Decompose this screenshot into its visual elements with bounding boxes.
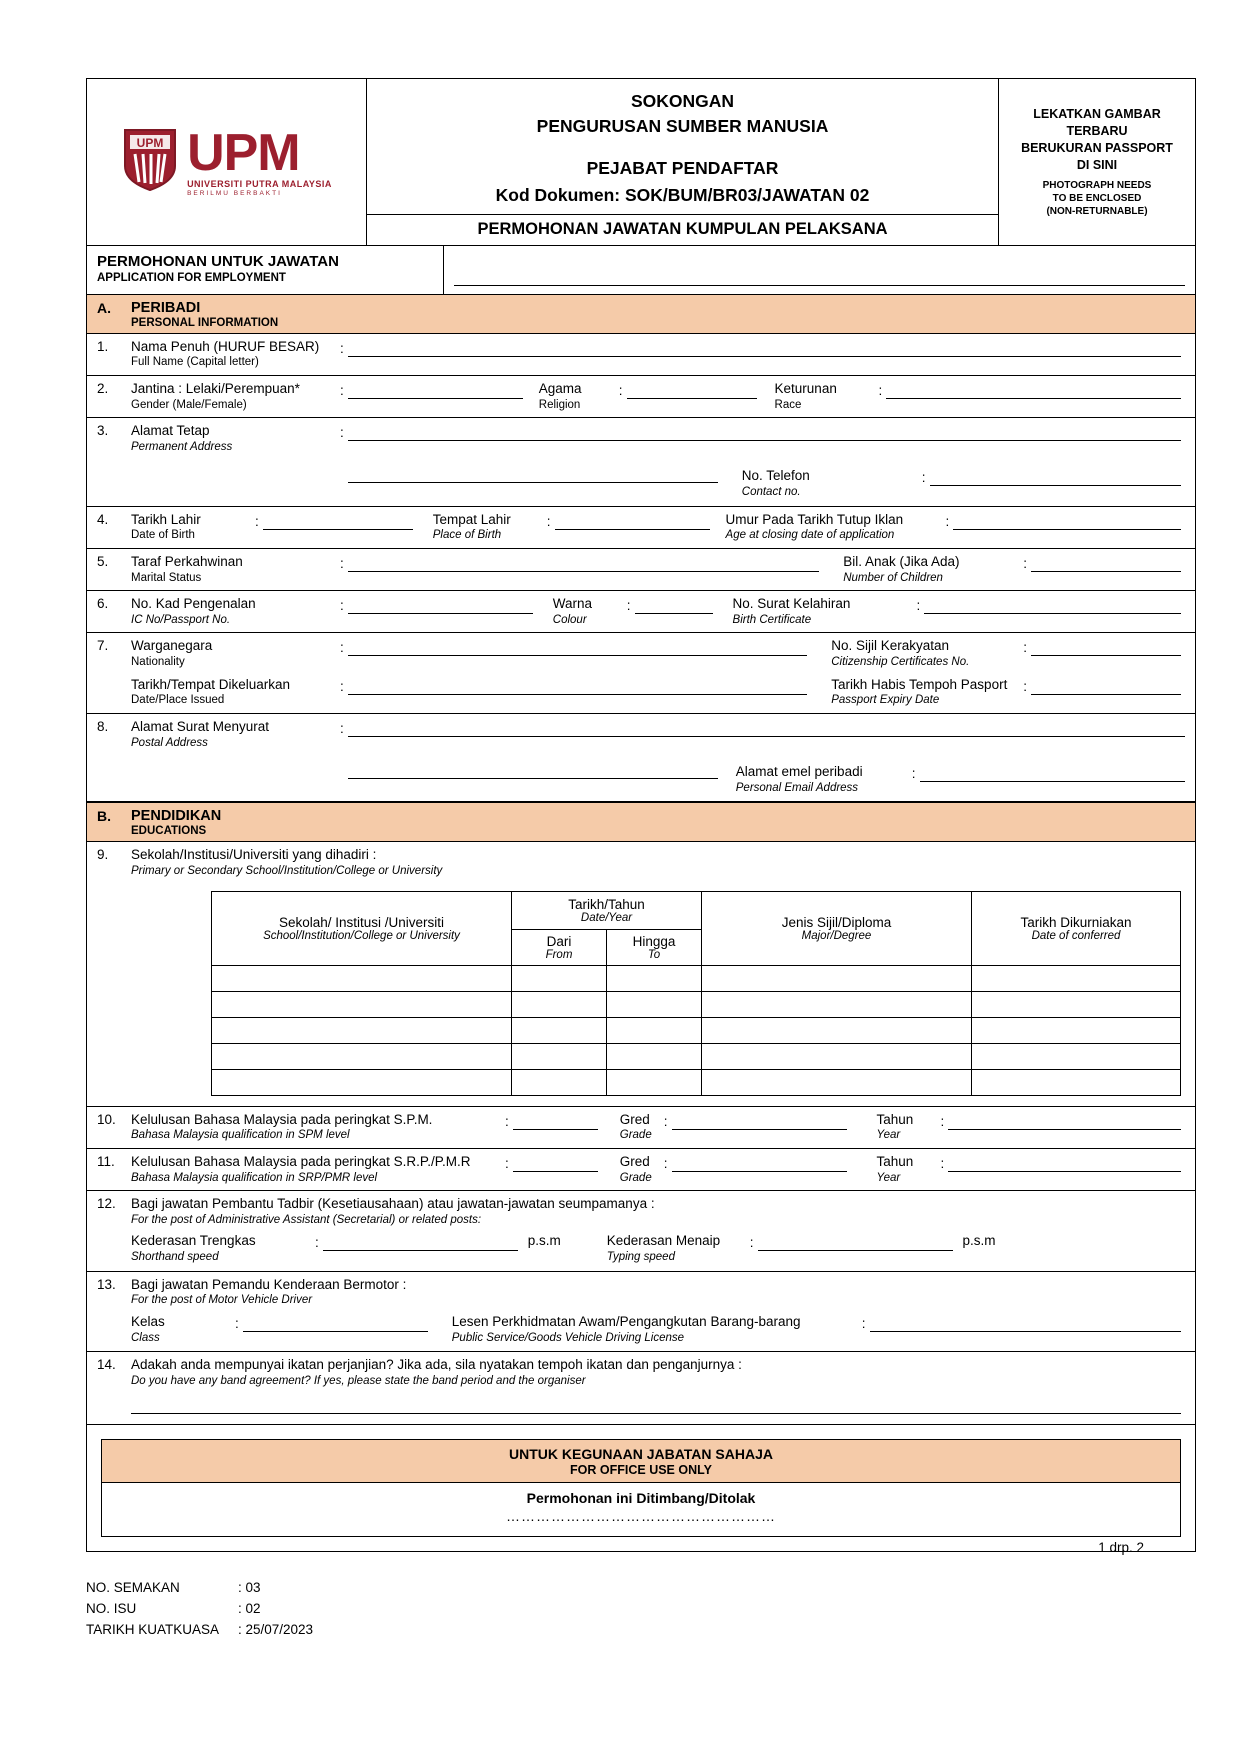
logo-upm-text: UPM	[187, 123, 300, 182]
education-th-date-ms: Tarikh/Tahun	[568, 896, 645, 912]
label-typing-en: Typing speed	[606, 1251, 675, 1264]
field-number-2: 2.	[97, 380, 109, 396]
section-a-band	[87, 295, 1195, 334]
label-bond-en: Do you have any band agreement? If yes, please state the band period and the organiser	[131, 1374, 586, 1387]
label-marital-status-ms: Taraf Perkahwinan	[131, 553, 243, 569]
field-number-3: 3.	[97, 423, 109, 438]
label-colour-en: Colour	[552, 613, 587, 626]
education-cell-school-2[interactable]	[212, 991, 512, 1017]
logo-cell	[87, 79, 367, 245]
education-th-from-ms: Dari	[546, 933, 572, 949]
label-psv-license-en: Public Service/Goods Vehicle Driving License	[451, 1331, 685, 1344]
education-cell-to-4[interactable]	[607, 1043, 702, 1069]
section-a-letter: A.	[97, 299, 111, 316]
label-spm-year-ms: Tahun	[876, 1111, 914, 1127]
input-full-name[interactable]	[348, 356, 1181, 357]
education-cell-school-4[interactable]	[212, 1043, 512, 1069]
label-shorthand-ms: Kederasan Trengkas	[131, 1233, 256, 1249]
header-line-office: PEJABAT PENDAFTAR	[586, 157, 779, 178]
label-date-of-birth-en: Date of Birth	[131, 529, 195, 542]
table-row[interactable]	[212, 1017, 1181, 1043]
application-position-input[interactable]	[454, 266, 1185, 286]
application-position-field-wrap	[443, 246, 1195, 294]
field-number-4: 4.	[97, 511, 109, 527]
education-cell-from-2[interactable]	[512, 991, 607, 1017]
education-cell-major-3[interactable]	[702, 1017, 972, 1043]
education-table	[211, 891, 1181, 1096]
input-birth-certificate[interactable]	[924, 613, 1181, 614]
photo-instruction-en-1: PHOTOGRAPH NEEDS	[1042, 179, 1152, 191]
education-cell-conferred-1[interactable]	[972, 965, 1181, 991]
field-row-full-name: 1. Nama Penuh (HURUF BESAR) Full Name (Capital letter) :	[87, 334, 1195, 376]
label-race-en: Race	[774, 398, 802, 411]
label-religion-en: Religion	[538, 398, 581, 411]
label-class-en: Class	[131, 1331, 160, 1344]
field-row-marital-status: 5. Taraf Perkahwinan Marital Status : Bil. Anak (Jika Ada) Number of Children :	[87, 549, 1195, 591]
employment-application-form	[86, 78, 1196, 1552]
photo-instruction-ms-3: BERUKURAN PASSPORT	[1021, 140, 1173, 155]
field-row-gender: 2. Jantina : Lelaki/Perempuan* Gender (Male/Female) : Agama Religion : Keturunan Race :	[87, 376, 1195, 418]
education-cell-school-3[interactable]	[212, 1017, 512, 1043]
header-document-code: Kod Dokumen: SOK/BUM/BR03/JAWATAN 02	[495, 185, 870, 206]
photo-instruction-ms-2: TERBARU	[1066, 123, 1128, 138]
field-number-7: 7.	[97, 638, 109, 654]
field-row-srp-pmr: 11. Kelulusan Bahasa Malaysia pada peringkat S.R.P./P.M.R Bahasa Malaysia qualification in SRP/PMR level : Gred Grade : Tahun Year :	[87, 1149, 1195, 1191]
table-row[interactable]	[212, 991, 1181, 1017]
label-spm-en: Bahasa Malaysia qualification in SPM level	[131, 1129, 350, 1142]
label-number-of-children-ms: Bil. Anak (Jika Ada)	[843, 553, 960, 569]
education-cell-major-2[interactable]	[702, 991, 972, 1017]
label-shorthand-en: Shorthand speed	[131, 1251, 219, 1264]
photo-instruction-cell	[999, 79, 1195, 245]
label-srp-year-en: Year	[876, 1171, 901, 1184]
label-permanent-address-en: Permanent Address	[131, 440, 233, 453]
input-nationality[interactable]	[348, 655, 807, 656]
input-spm-year[interactable]	[948, 1129, 1181, 1130]
footer-row-effective-date	[86, 1620, 313, 1641]
field-row-date-of-birth: 4. Tarikh Lahir Date of Birth : Tempat Lahir Place of Birth : Umur Pada Tarikh Tutup Iklan Age at closing date of application :	[87, 507, 1195, 549]
input-bond-details[interactable]	[131, 1396, 1181, 1414]
education-th-to	[607, 929, 702, 965]
field-number-14: 14.	[97, 1357, 116, 1372]
input-passport-expiry[interactable]	[1031, 694, 1181, 695]
section-a-title-ms: PERIBADI	[131, 299, 201, 316]
education-th-conferred-en: Date of conferred	[1031, 929, 1121, 942]
label-typing-ms: Kederasan Menaip	[606, 1233, 721, 1249]
education-th-date	[512, 891, 702, 929]
label-colour-ms: Warna	[552, 596, 593, 611]
section-b-title-en: EDUCATIONS	[131, 825, 207, 838]
field-row-driver: 13. Bagi jawatan Pemandu Kenderaan Bermotor : For the post of Motor Vehicle Driver Kelas Class : Lesen Perkhidmatan Awam/Pengangkutan Barang-barang Public Service/Goods Vehicle Driving License :	[87, 1272, 1195, 1353]
label-contact-no-en: Contact no.	[741, 486, 801, 499]
application-title-labels	[87, 246, 443, 294]
field-number-12: 12.	[97, 1196, 116, 1211]
header-line-department: PENGURUSAN SUMBER MANUSIA	[536, 116, 829, 137]
label-class-ms: Kelas	[131, 1313, 165, 1329]
input-age-at-closing[interactable]	[953, 529, 1181, 530]
education-th-date-en: Date/Year	[580, 911, 633, 924]
label-ic-number-en: IC No/Passport No.	[131, 613, 231, 626]
label-psv-license-ms: Lesen Perkhidmatan Awam/Pengangkutan Barang-barang	[451, 1313, 801, 1329]
input-license-class[interactable]	[243, 1331, 428, 1332]
input-shorthand-speed[interactable]	[323, 1250, 518, 1251]
education-cell-conferred-5[interactable]	[972, 1069, 1181, 1095]
field-row-ic-number: 6. No. Kad Pengenalan IC No/Passport No. : Warna Colour : No. Surat Kelahiran Birth Certificate :	[87, 591, 1195, 633]
photo-instruction-ms-1: LEKATKAN GAMBAR	[1033, 107, 1161, 121]
label-personal-email-en: Personal Email Address	[735, 781, 859, 794]
input-number-of-children[interactable]	[1031, 571, 1181, 572]
document-footer	[86, 1578, 313, 1641]
field-row-bond-agreement	[87, 1352, 1195, 1425]
input-gender[interactable]	[348, 398, 523, 399]
label-nationality-en: Nationality	[131, 656, 185, 669]
input-psv-license[interactable]	[870, 1331, 1181, 1332]
label-permanent-address-ms: Alamat Tetap	[131, 423, 210, 438]
logo-wordmark	[187, 123, 332, 198]
input-ic-number[interactable]	[348, 613, 533, 614]
education-cell-from-5[interactable]	[512, 1069, 607, 1095]
label-age-at-closing-en: Age at closing date of application	[725, 529, 895, 542]
footer-key-effective-date: TARIKH KUATKUASA	[86, 1621, 220, 1637]
input-colour[interactable]	[635, 613, 713, 614]
education-th-from-en: From	[545, 948, 573, 961]
office-use-title-en: FOR OFFICE USE ONLY	[570, 1463, 712, 1478]
footer-key-issue: NO. ISU	[86, 1600, 137, 1616]
education-cell-to-3[interactable]	[607, 1017, 702, 1043]
field-number-9: 9.	[97, 847, 109, 863]
education-th-major-ms: Jenis Sijil/Diploma	[781, 914, 892, 930]
form-header	[87, 79, 1195, 246]
education-cell-conferred-2[interactable]	[972, 991, 1181, 1017]
label-passport-expiry-en: Passport Expiry Date	[831, 694, 940, 707]
photo-instruction-ms-4: DI SINI	[1076, 157, 1118, 172]
input-race[interactable]	[886, 398, 1181, 399]
input-postal-address-line1[interactable]	[348, 736, 1185, 737]
photo-instruction-en-3: (NON-RETURNABLE)	[1046, 205, 1148, 217]
label-spm-grade-ms: Gred	[619, 1111, 650, 1127]
field-row-spm: 10. Kelulusan Bahasa Malaysia pada peringkat S.P.M. Bahasa Malaysia qualification in SPM level : Gred Grade : Tahun Year :	[87, 1107, 1195, 1149]
section-b-band	[87, 802, 1195, 842]
table-row[interactable]	[212, 965, 1181, 991]
unit-shorthand: p.s.m	[527, 1233, 561, 1249]
page-number: 1 drp. 2	[1098, 1540, 1144, 1555]
input-religion[interactable]	[627, 398, 757, 399]
field-row-permanent-address: 3. Alamat Tetap Permanent Address : No. Telefon Contact no. :	[87, 418, 1195, 507]
office-use-header	[102, 1440, 1180, 1483]
input-date-of-birth[interactable]	[263, 529, 413, 530]
label-postal-address-en: Postal Address	[131, 736, 208, 749]
header-form-title: PERMOHONAN JAWATAN KUMPULAN PELAKSANA	[477, 219, 888, 238]
input-permanent-address-line2[interactable]	[348, 482, 718, 483]
field-number-5: 5.	[97, 553, 109, 569]
education-th-to-ms: Hingga	[632, 933, 676, 949]
education-th-major	[702, 891, 972, 965]
education-table-header-row	[212, 891, 1181, 929]
footer-key-revision: NO. SEMAKAN	[86, 1580, 180, 1595]
education-th-from	[512, 929, 607, 965]
input-spm[interactable]	[513, 1129, 598, 1130]
input-personal-email[interactable]	[920, 781, 1185, 782]
field-number-8: 8.	[97, 718, 109, 734]
education-th-major-en: Major/Degree	[801, 929, 872, 942]
input-marital-status[interactable]	[348, 571, 819, 572]
label-gender-en: Gender (Male/Female)	[131, 398, 247, 411]
label-postal-address-ms: Alamat Surat Menyurat	[131, 718, 270, 734]
table-row[interactable]	[212, 1069, 1181, 1095]
input-place-of-birth[interactable]	[555, 529, 710, 530]
education-cell-school-1[interactable]	[212, 965, 512, 991]
input-postal-address-line2[interactable]	[348, 778, 718, 779]
logo-motto: BERILMU BERBAKTI	[187, 189, 282, 197]
education-cell-from-1[interactable]	[512, 965, 607, 991]
label-birth-certificate-en: Birth Certificate	[732, 613, 812, 626]
field-number-11: 11.	[97, 1153, 115, 1169]
label-place-of-birth-en: Place of Birth	[432, 529, 502, 542]
photo-instruction-en-2: TO BE ENCLOSED	[1052, 192, 1142, 204]
education-cell-major-1[interactable]	[702, 965, 972, 991]
label-education-ms: Sekolah/Institusi/Universiti yang dihadiri :	[131, 847, 377, 863]
label-religion-ms: Agama	[538, 380, 582, 396]
label-srp-grade-ms: Gred	[619, 1153, 650, 1169]
svg-text:UPM: UPM	[136, 136, 164, 151]
office-use-box	[101, 1439, 1181, 1537]
education-cell-to-2[interactable]	[607, 991, 702, 1017]
label-secretarial-ms: Bagi jawatan Pembantu Tadbir (Kesetiausahaan) atau jawatan-jawatan seumpamanya :	[131, 1196, 655, 1211]
field-number-1: 1.	[97, 338, 109, 354]
education-th-school	[212, 891, 512, 965]
education-cell-to-1[interactable]	[607, 965, 702, 991]
field-row-postal-address: 8. Alamat Surat Menyurat Postal Address : Alamat emel peribadi Personal Email Address :	[87, 714, 1195, 803]
label-ic-number-ms: No. Kad Pengenalan	[131, 596, 256, 611]
field-number-10: 10.	[97, 1111, 116, 1127]
education-cell-conferred-3[interactable]	[972, 1017, 1181, 1043]
field-number-6: 6.	[97, 596, 109, 611]
label-date-of-birth-ms: Tarikh Lahir	[131, 511, 201, 527]
section-b-title-ms: PENDIDIKAN	[131, 808, 222, 825]
input-spm-grade[interactable]	[672, 1129, 847, 1130]
label-spm-year-en: Year	[876, 1129, 901, 1142]
header-line-sokongan: SOKONGAN	[630, 91, 735, 111]
label-spm-grade-en: Grade	[619, 1129, 652, 1142]
footer-value-issue: : 02	[238, 1600, 261, 1616]
office-use-body	[102, 1483, 1180, 1536]
education-th-to-en: To	[647, 948, 661, 961]
label-citizenship-cert-en: Citizenship Certificates No.	[831, 656, 970, 669]
education-cell-school-5[interactable]	[212, 1069, 512, 1095]
label-passport-expiry-ms: Tarikh Habis Tempoh Pasport	[831, 676, 1008, 692]
office-use-decision-input[interactable]: ………………………………………………	[506, 1508, 776, 1525]
label-secretarial-en: For the post of Administrative Assistant (Secretarial) or related posts:	[131, 1213, 482, 1226]
field-row-nationality: 7. Warganegara Nationality : No. Sijil Kerakyatan Citizenship Certificates No. : Tarikh/Tempat Dikeluarkan Date/Place Issued : Tarikh Habis Tempoh Pasport Passport Expiry Date :	[87, 633, 1195, 714]
office-use-title-ms: UNTUK KEGUNAAN JABATAN SAHAJA	[509, 1446, 773, 1463]
label-date-place-issued-ms: Tarikh/Tempat Dikeluarkan	[131, 676, 291, 692]
section-b-letter: B.	[97, 808, 111, 825]
label-spm-ms: Kelulusan Bahasa Malaysia pada peringkat S.P.M.	[131, 1111, 433, 1127]
footer-row-revision	[86, 1578, 313, 1599]
label-srp-year-ms: Tahun	[876, 1153, 914, 1169]
application-title-en: APPLICATION FOR EMPLOYMENT	[97, 271, 286, 284]
education-th-conferred-ms: Tarikh Dikurniakan	[1020, 914, 1132, 930]
label-date-place-issued-en: Date/Place Issued	[131, 694, 225, 707]
education-cell-conferred-4[interactable]	[972, 1043, 1181, 1069]
input-srp-year[interactable]	[948, 1171, 1181, 1172]
input-srp-grade[interactable]	[672, 1171, 847, 1172]
label-srp-grade-en: Grade	[619, 1171, 652, 1184]
label-srp-en: Bahasa Malaysia qualification in SRP/PMR level	[131, 1171, 378, 1184]
label-driver-en: For the post of Motor Vehicle Driver	[131, 1294, 313, 1307]
logo-university-name: UNIVERSITI PUTRA MALAYSIA	[187, 178, 332, 189]
label-bond-ms: Adakah anda mempunyai ikatan perjanjian? Jika ada, sila nyatakan tempoh ikatan dan penganjurnya :	[131, 1357, 742, 1372]
education-cell-from-4[interactable]	[512, 1043, 607, 1069]
footer-row-issue	[86, 1599, 313, 1620]
label-number-of-children-en: Number of Children	[843, 571, 943, 584]
field-row-secretarial: 12. Bagi jawatan Pembantu Tadbir (Kesetiausahaan) atau jawatan-jawatan seumpamanya : For the post of Administrative Assistant (Secretarial) or related posts: Kederasan Trengkas Shorthand speed : p.s.m Kederasan Menaip Typing speed : p.s.m	[87, 1191, 1195, 1272]
office-use-decision-label: Permohonan ini Ditimbang/Ditolak	[526, 1490, 756, 1507]
application-title-ms: PERMOHONAN UNTUK JAWATAN	[97, 252, 339, 270]
header-title-cell	[367, 79, 999, 245]
application-title-row	[87, 246, 1195, 295]
label-driver-ms: Bagi jawatan Pemandu Kenderaan Bermotor :	[131, 1276, 407, 1292]
label-full-name-en: Full Name (Capital letter)	[131, 356, 259, 369]
upm-shield-icon	[121, 126, 179, 197]
education-cell-major-4[interactable]	[702, 1043, 972, 1069]
label-full-name-ms: Nama Penuh (HURUF BESAR)	[131, 338, 320, 354]
section-a-title-en: PERSONAL INFORMATION	[131, 316, 279, 329]
label-marital-status-en: Marital Status	[131, 571, 202, 584]
unit-typing: p.s.m	[962, 1233, 996, 1249]
label-personal-email-ms: Alamat emel peribadi	[735, 764, 863, 779]
footer-value-revision: : 03	[238, 1580, 261, 1595]
input-permanent-address-line1[interactable]	[348, 440, 1181, 441]
input-contact-no[interactable]	[930, 485, 1181, 486]
label-gender-ms: Jantina : Lelaki/Perempuan*	[131, 380, 300, 396]
field-number-13: 13.	[97, 1276, 116, 1292]
footer-value-effective-date: : 25/07/2023	[238, 1621, 314, 1637]
label-birth-certificate-ms: No. Surat Kelahiran	[732, 596, 851, 611]
input-srp[interactable]	[513, 1171, 598, 1172]
label-education-en: Primary or Secondary School/Institution/College or University	[131, 865, 443, 878]
label-race-ms: Keturunan	[774, 380, 837, 396]
education-cell-from-3[interactable]	[512, 1017, 607, 1043]
education-cell-to-5[interactable]	[607, 1069, 702, 1095]
education-th-conferred	[972, 891, 1181, 965]
table-row[interactable]	[212, 1043, 1181, 1069]
label-contact-no-ms: No. Telefon	[741, 468, 810, 484]
input-date-place-issued[interactable]	[348, 694, 807, 695]
input-citizenship-cert[interactable]	[1031, 655, 1181, 656]
label-citizenship-cert-ms: No. Sijil Kerakyatan	[831, 638, 950, 654]
education-th-school-ms: Sekolah/ Institusi /Universiti	[278, 914, 445, 930]
label-place-of-birth-ms: Tempat Lahir	[432, 511, 511, 527]
label-nationality-ms: Warganegara	[131, 638, 213, 654]
label-age-at-closing-ms: Umur Pada Tarikh Tutup Iklan	[725, 511, 904, 527]
education-cell-major-5[interactable]	[702, 1069, 972, 1095]
field-row-education	[87, 842, 1195, 1106]
label-srp-ms: Kelulusan Bahasa Malaysia pada peringkat S.R.P./P.M.R	[131, 1153, 471, 1169]
education-th-school-en: School/Institution/College or University	[263, 929, 460, 942]
input-typing-speed[interactable]	[758, 1250, 953, 1251]
